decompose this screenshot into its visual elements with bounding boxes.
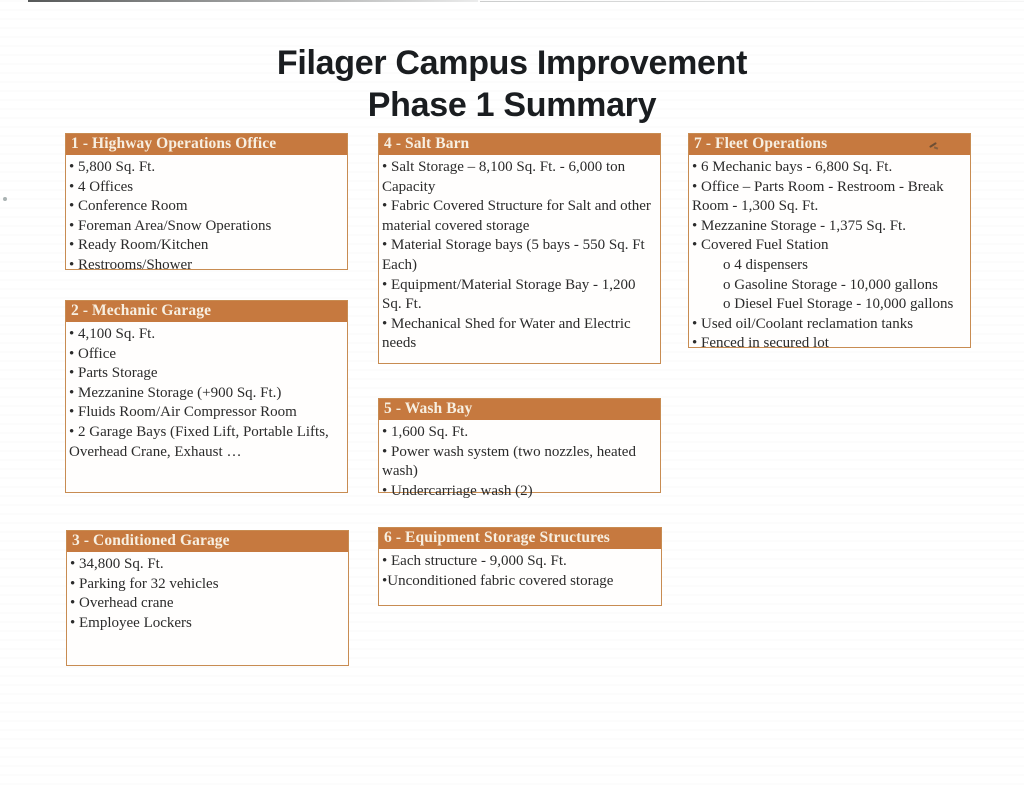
bullet-item: • Parts Storage: [69, 365, 158, 382]
bullet-item: • Fabric Covered Structure for Salt and other material covered storage: [382, 198, 651, 234]
bullet-item: • 6 Mechanic bays - 6,800 Sq. Ft.: [692, 159, 893, 175]
box-body-mechanic-garage: [66, 322, 347, 466]
bullet-item: • 1,600 Sq. Ft.: [382, 424, 469, 440]
bullet-item: • Office: [69, 345, 117, 362]
box-fleet-operations: [688, 133, 971, 352]
bullet-item: • Fenced in secured lot: [692, 335, 829, 352]
bullet-item: • Equipment/Material Storage Bay - 1,200 Sq. Ft.: [382, 276, 636, 313]
box-equipment-storage-structures: [378, 527, 662, 606]
box-title-fleet-operations: 7 - Fleet Operations: [689, 134, 970, 155]
bullet-item: • Foreman Area/Snow Operations: [69, 217, 272, 234]
box-title-highway-operations-office: 1 - Highway Operations Office: [66, 134, 347, 155]
sub-bullet-item: o Gasoline Storage - 10,000 gallons: [723, 276, 938, 293]
scan-artifact-top-line-2: [480, 1, 1024, 2]
bullet-item: • Salt Storage – 8,100 Sq. Ft. - 6,000 ton Capacity: [382, 159, 626, 195]
bullet-item: • 4,100 Sq. Ft.: [69, 326, 156, 342]
bullet-item: • Conference Room: [69, 198, 188, 215]
box-body-conditioned-garage: [67, 552, 348, 637]
page-title: [0, 42, 1024, 126]
box-title-mechanic-garage: 2 - Mechanic Garage: [66, 301, 347, 322]
bullet-item: • Each structure - 9,000 Sq. Ft.: [382, 553, 567, 569]
scan-artifact-top-line: [28, 0, 478, 2]
box-body-highway-operations-office: [66, 155, 347, 280]
box-highway-operations-office: [65, 133, 348, 273]
box-body-equipment-storage-structures: [379, 549, 661, 595]
bullet-item: • Parking for 32 vehicles: [70, 575, 219, 592]
box-conditioned-garage: [66, 530, 349, 666]
bullet-item: • Used oil/Coolant reclamation tanks: [692, 315, 914, 332]
bullet-item: • 4 Offices: [69, 178, 134, 195]
bullet-item: •Unconditioned fabric covered storage: [382, 572, 614, 589]
bullet-item: • Fluids Room/Air Compressor Room: [69, 404, 297, 421]
sub-bullet-item: o Diesel Fuel Storage - 10,000 gallons: [723, 296, 954, 313]
box-salt-barn: [378, 133, 661, 364]
bullet-item: • Covered Fuel Station: [692, 237, 829, 254]
bullet-item: • Mezzanine Storage (+900 Sq. Ft.): [69, 384, 282, 401]
bullet-item: • 2 Garage Bays (Fixed Lift, Portable Lifts, Overhead Crane, Exhaust …: [69, 423, 329, 460]
bullet-item: • Employee Lockers: [70, 614, 192, 631]
bullet-item: • Mechanical Shed for Water and Electric needs: [382, 315, 631, 352]
title-line-1: Filager Campus Improvement: [276, 44, 748, 82]
bullet-item: • Office – Parts Room - Restroom - Break Room - 1,300 Sq. Ft.: [692, 178, 944, 215]
box-title-conditioned-garage: 3 - Conditioned Garage: [67, 531, 348, 552]
box-wash-bay: [378, 398, 661, 499]
bullet-item: • Power wash system (two nozzles, heated wash): [382, 443, 636, 480]
bullet-item: • Overhead crane: [70, 595, 174, 612]
scan-artifact-dot: [3, 197, 7, 201]
box-body-salt-barn: [379, 155, 660, 358]
bullet-item: • 34,800 Sq. Ft.: [70, 556, 164, 572]
bullet-item: • Material Storage bays (5 bays - 550 Sq. Ft Each): [382, 237, 645, 273]
box-title-equipment-storage-structures: 6 - Equipment Storage Structures: [379, 528, 661, 549]
box-title-wash-bay: 5 - Wash Bay: [379, 399, 660, 420]
box-mechanic-garage: [65, 300, 348, 493]
box-title-salt-barn: 4 - Salt Barn: [379, 134, 660, 155]
box-body-wash-bay: [379, 420, 660, 505]
bullet-item: • Ready Room/Kitchen: [69, 237, 209, 254]
bullet-item: • 5,800 Sq. Ft.: [69, 159, 156, 175]
bullet-item: • Undercarriage wash (2): [382, 482, 533, 499]
box-body-fleet-operations: [689, 155, 970, 358]
bullet-item: • Mezzanine Storage - 1,375 Sq. Ft.: [692, 217, 906, 234]
title-line-2: Phase 1 Summary: [367, 86, 657, 124]
sub-bullet-item: o 4 dispensers: [723, 256, 808, 273]
bullet-item: • Restrooms/Shower: [69, 256, 193, 273]
